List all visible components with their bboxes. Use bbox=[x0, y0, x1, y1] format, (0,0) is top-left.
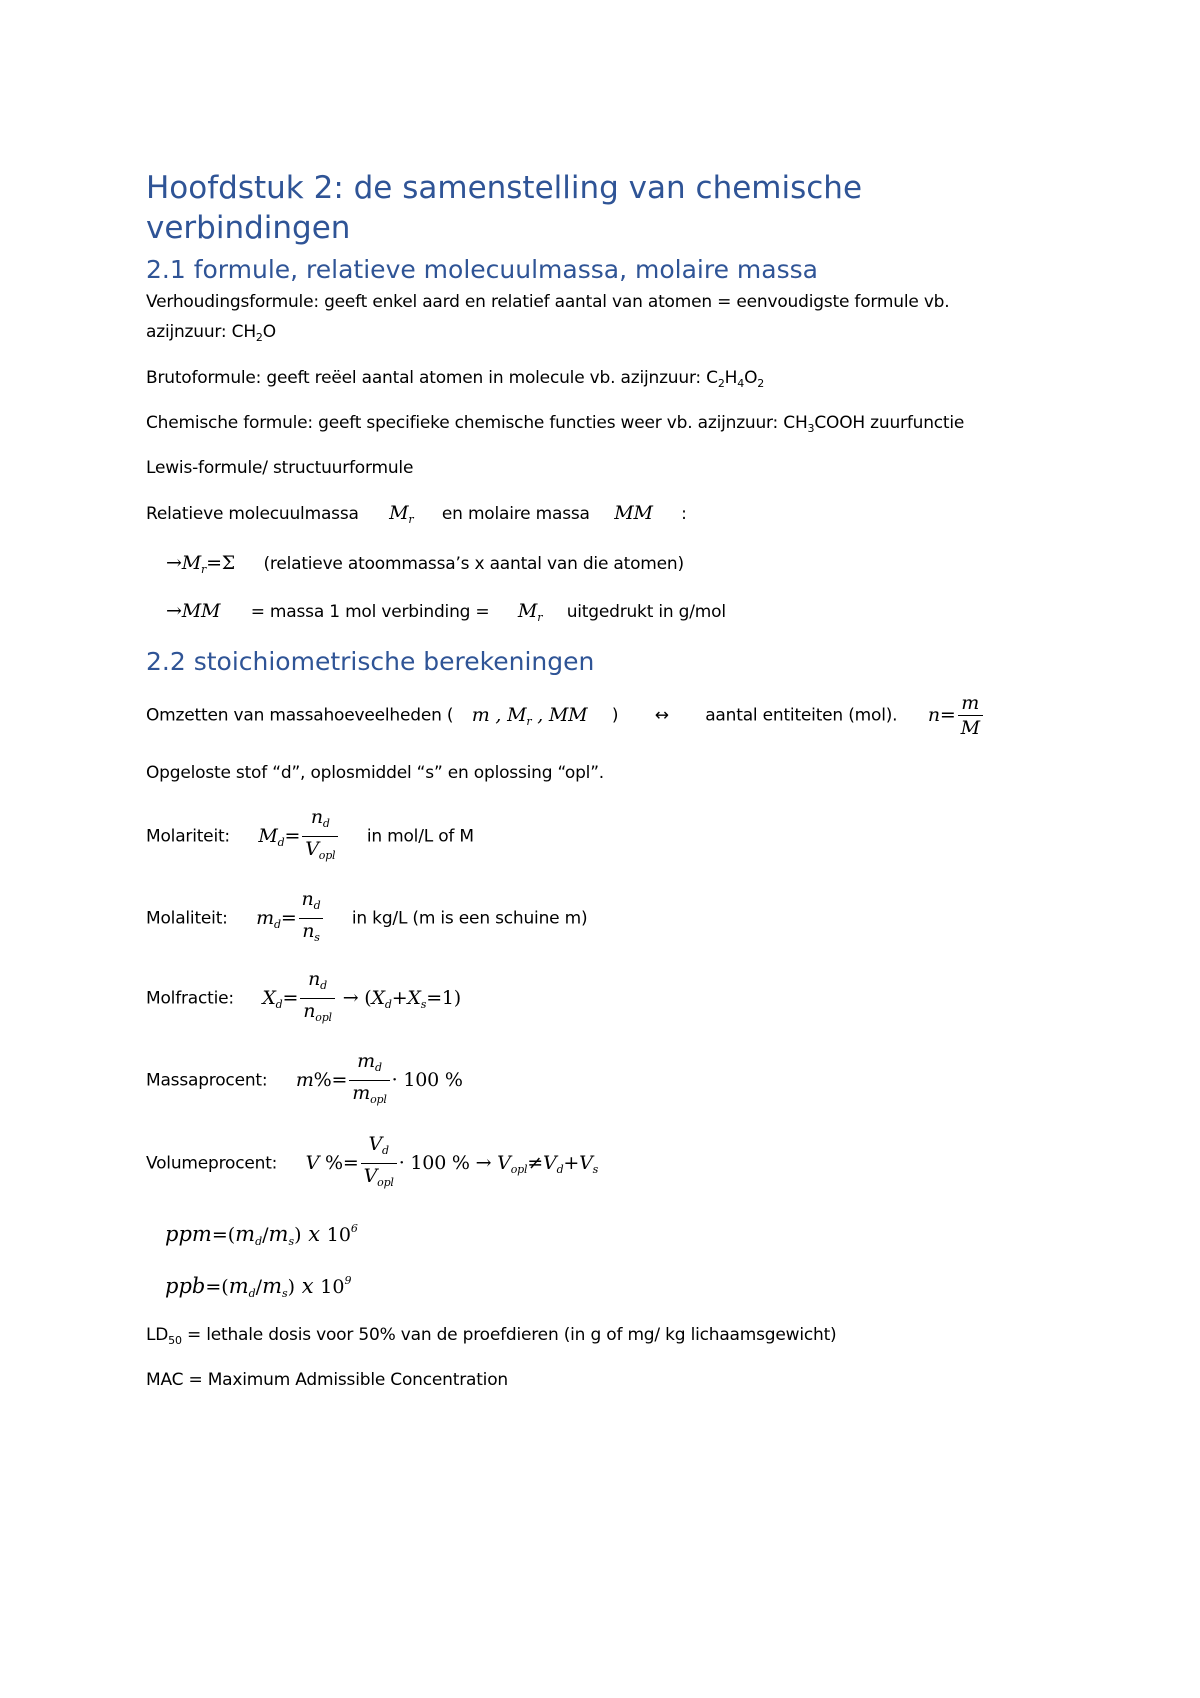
ld50-line: $LD_{50}$ = lethale dosis voor 50% van de proefdieren (in g of mg/ kg lichaamsgewicht) bbox=[146, 1325, 837, 1347]
formula-mr-2: $M_r$ bbox=[517, 600, 543, 624]
section-heading-2-1: 2.1 formule, relatieve molecuulmassa, molaire massa bbox=[146, 255, 818, 284]
section-heading-2-2: 2.2 stoichiometrische berekeningen bbox=[146, 647, 595, 676]
verhoudingsformule-line2: azijnzuur: $CH_2O$ bbox=[146, 322, 276, 344]
lewis-formule-line: Lewis-formule/ structuurformule bbox=[146, 458, 414, 478]
mac-line: MAC = Maximum Admissible Concentration bbox=[146, 1370, 508, 1390]
formula-m-mr-mm: m , $M_r$ , MM bbox=[471, 703, 588, 728]
formula-massaprocent: m%= $\frac{m_d}{m_{opl}}$ · 100 % bbox=[295, 1050, 463, 1106]
formula-mm: MM bbox=[614, 502, 653, 524]
chapter-title bbox=[146, 168, 862, 248]
volumeprocent-line: Volumeprocent: V %= $\frac{V_d}{V_{opl}}$ · 100 % → $V_{opl}\ne V_d+V_s$ bbox=[146, 1133, 599, 1189]
ppm-formula: $ppm=(m_d/m_s)$ x $10^6$ bbox=[165, 1222, 358, 1248]
molfractie-line: Molfractie: $X_d=$ $\frac{n_d}{n_{opl}}$ → $(X_d+X_s=1)$ bbox=[146, 968, 462, 1024]
molariteit-line: Molariteit: $M_d=$ $\frac{n_d}{V_{opl}}$ in mol/L of M bbox=[146, 806, 474, 862]
chapter-title-line1: Hoofdstuk 2: de samenstelling van chemische bbox=[146, 170, 863, 206]
verhoudingsformule-line1: Verhoudingsformule: geeft enkel aard en relatief aantal van atomen = eenvoudigste formule vb. bbox=[146, 292, 950, 312]
opgeloste-stof-line: Opgeloste stof “d”, oplosmiddel “s” en oplossing “opl”. bbox=[146, 763, 605, 783]
relatieve-molecuulmassa-line: Relatieve molecuulmassa $M_r$ en molaire massa MM : bbox=[146, 502, 687, 526]
brutoformule-line: Brutoformule: geeft reëel aantal atomen in molecule vb. azijnzuur: $C_2H_4O_2$ bbox=[146, 368, 765, 390]
chemische-formule-line: Chemische formule: geeft specifieke chemische functies weer vb. azijnzuur: $CH_3COOH$ zuurfunctie bbox=[146, 413, 965, 435]
formula-n-m-over-M: n= $\frac{m}{M}$ bbox=[928, 704, 985, 726]
formula-mm-2: MM bbox=[181, 600, 221, 622]
chapter-title-line2: verbindingen bbox=[146, 210, 351, 246]
formula-mr-sum: → bbox=[166, 552, 182, 574]
formula-molariteit: $M_d=$ $\frac{n_d}{V_{opl}}$ bbox=[258, 825, 340, 847]
formula-molfractie: $X_d=$ $\frac{n_d}{n_{opl}}$ → $(X_d+X_s=1)$ bbox=[262, 968, 462, 1024]
ppb-formula: $ppb=(m_d/m_s)$ x $10^9$ bbox=[165, 1274, 352, 1300]
formula-molaliteit: $m_d=$ $\frac{n_d}{n_s}$ bbox=[256, 907, 325, 929]
molaliteit-line: Molaliteit: $m_d=$ $\frac{n_d}{n_s}$ in kg/L (m is een schuine m) bbox=[146, 888, 588, 944]
arrow-line-mr-sum: $\to M_r=\Sigma$ (relatieve atoommassa’s x aantal van die atomen) bbox=[166, 552, 684, 576]
massaprocent-line: Massaprocent: m%= $\frac{m_d}{m_{opl}}$ · 100 % bbox=[146, 1050, 463, 1106]
omzetten-line: Omzetten van massahoeveelheden ( m , $M_r$ , MM ) ↔ aantal entiteiten (mol). n= $\frac{m}{M}$ bbox=[146, 692, 985, 739]
arrow-line-mm: →MM = massa 1 mol verbinding = $M_r$ uitgedrukt in g/mol bbox=[166, 600, 726, 624]
formula-mr: $M_r$ bbox=[389, 502, 414, 526]
formula-volumeprocent: V %= $\frac{V_d}{V_{opl}}$ · 100 % → $V_{opl}\ne V_d+V_s$ bbox=[305, 1133, 599, 1189]
